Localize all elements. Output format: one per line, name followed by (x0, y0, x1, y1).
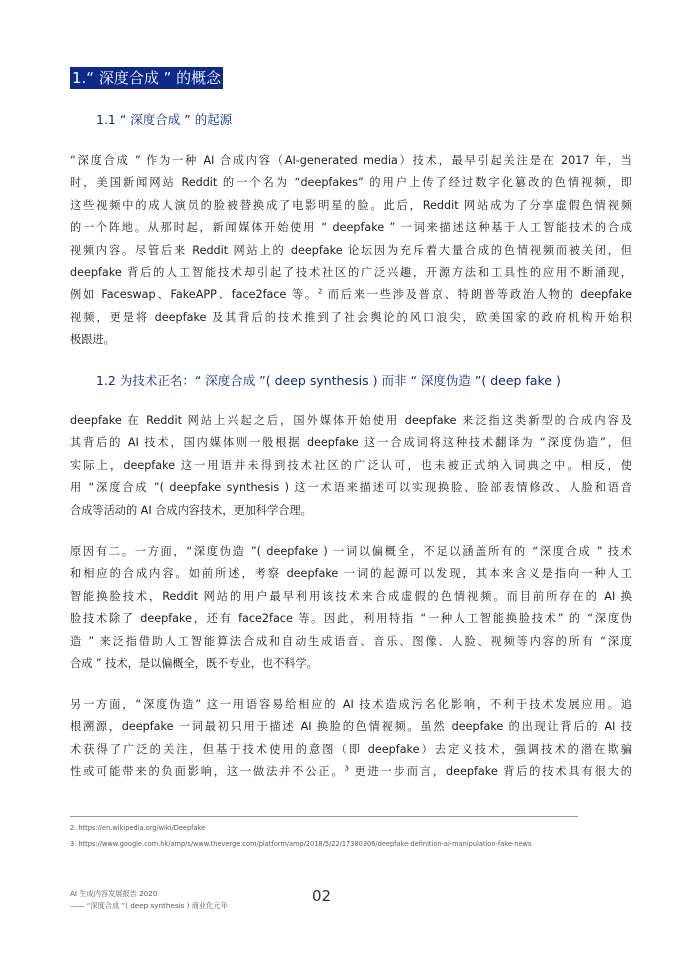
text-line: 术获得了广泛的关注，但基于技术使用的意图（即 deepfake）去定义技术，强调技术的潜在欺骗 (70, 742, 632, 756)
section-heading: 1.“ 深度合成 ” 的概念 (72, 69, 222, 87)
text-line: 实际上，deepfake 这一用语并未得到技术社区的广泛认可，也未被正式纳入词典之中。相反，使 (70, 458, 632, 472)
text-line: “深度合成 ” 作为一种 AI 合成内容（AI-generated media）技术，最早引起关注是在 2017 年，当 (70, 154, 632, 167)
footnote-divider (70, 816, 578, 817)
text-line: 智能换脸技术，Reddit 网站的用户最早利用该技术来合成虚假的色情视频。而目前所存在的 AI 换 (70, 589, 632, 603)
page-number: 02 (312, 887, 332, 905)
text-line: 其背后的 AI 技术，国内媒体则一般根据 deepfake 这一合成词将这种技术翻译为 “深度伪造”，但 (70, 436, 632, 450)
footnote-ref: 2 (317, 287, 323, 296)
text-line: deepfake 在 Reddit 网站上兴起之后，国外媒体开始使用 deepfake 来泛指这类新型的合成内容及 (70, 414, 632, 427)
text-line: 这些视频中的成人演员的脸被替换成了电影明星的脸。此后，Reddit 网站成为了分享虚假色情视频 (70, 198, 632, 212)
footnote-2: 2. https://en.wikipedia.org/wiki/Deepfake (70, 824, 206, 832)
paragraph-stigma (70, 694, 632, 784)
footnote-3: 3. https://www.google.com.hk/amp/s/www.theverge.com/platform/amp/2018/5/22/17380306/deepfake-definition-ai-manipulation-fake-news (70, 840, 532, 848)
text-line: 极跟进。 (70, 333, 115, 347)
report-subtitle: —— “深度合成 ”( deep synthesis ) 商业化元年 (70, 901, 228, 910)
text-line: 原因有二。一方面，“深度伪造 ”( deepfake ) 一词以偏概全，不足以涵盖所有的 “深度合成 ” 技术 (70, 545, 632, 558)
text-line: 视频内容。尽管后来 Reddit 网站上的 deepfake 论坛因为充斥着大量合成的色情视频而被关闭，但 (70, 243, 632, 257)
text-segment: 例如 Faceswap、FakeAPP、face2face 等。 (70, 288, 318, 302)
text-line: 根溯源，deepfake 一词最初只用于描述 AI 换脸的色情视频。虽然 deepfake 的出现让背后的 AI 技 (70, 720, 632, 734)
text-line: 时，美国新闻网站 Reddit 的一个名为 “deepfakes” 的用户上传了经过数字化篡改的色情视频，即 (70, 176, 632, 190)
text-line (70, 284, 632, 306)
footnote-ref: 3 (344, 764, 350, 773)
subsection-heading-origin: 1.1 “ 深度合成 ” 的起源 (96, 112, 233, 127)
text-line: 用 “深度合成 ”( deepfake synthesis ) 这一术语来描述可以实现换脸、脸部表情修改、人脸和语音 (70, 481, 632, 495)
text-line: 脸技术除了 deepfake，还有 face2face 等。因此，利用特指 “一种人工智能换脸技术” 的 “深度伪 (70, 612, 632, 626)
text-line: 视频，更是将 deepfake 及其背后的技术推到了社会舆论的风口浪尖，欧美国家的政府机构开始积 (70, 310, 632, 324)
text-line: 的一个阵地。从那时起，新闻媒体开始使用 “ deepfake ” 一词来描述这种基于人工智能技术的合成 (70, 221, 632, 235)
text-line: 合成 ” 技术，是以偏概全，既不专业，也不科学。 (70, 657, 318, 671)
subsection-heading-naming: 1.2 为技术正名：“ 深度合成 ”( deep synthesis ) 而非 “ 深度伪造 ”( deep fake ) (96, 373, 561, 388)
text-line: 合成等活动的 AI 合成内容技术，更加科学合理。 (70, 503, 312, 517)
report-title: AI 生成内容发展报告 2020 (70, 889, 158, 898)
text-line: 和相应的合成内容。如前所述，考察 deepfake 一词的起源可以发现，其本来含义是指向一种人工 (70, 567, 632, 581)
text-segment: 而后来一些涉及普京、特朗普等政治人物的 deepfake (322, 288, 632, 302)
text-line: 造 ” 来泛指借助人工智能算法合成和自动生成语音、音乐、图像、人脸、视频等内容的所有 “深度 (70, 634, 632, 648)
text-line: deepfake 背后的人工智能技术却引起了技术社区的广泛兴趣，开源方法和工具性的应用不断涌现， (70, 266, 632, 280)
text-line: 另一方面，“深度伪造” 这一用语容易给相应的 AI 技术造成污名化影响，不利于技术发展应用。追 (70, 698, 632, 711)
paragraph-two-reasons (70, 541, 632, 675)
text-segment: 更进一步而言，deepfake 背后的技术具有很大的 (349, 765, 632, 779)
text-segment: 性或可能带来的负面影响，这一做法并不公正。 (70, 765, 345, 779)
paragraph-deepfake-usage (70, 410, 632, 522)
text-line (70, 761, 632, 783)
paragraph-origin (70, 150, 632, 352)
